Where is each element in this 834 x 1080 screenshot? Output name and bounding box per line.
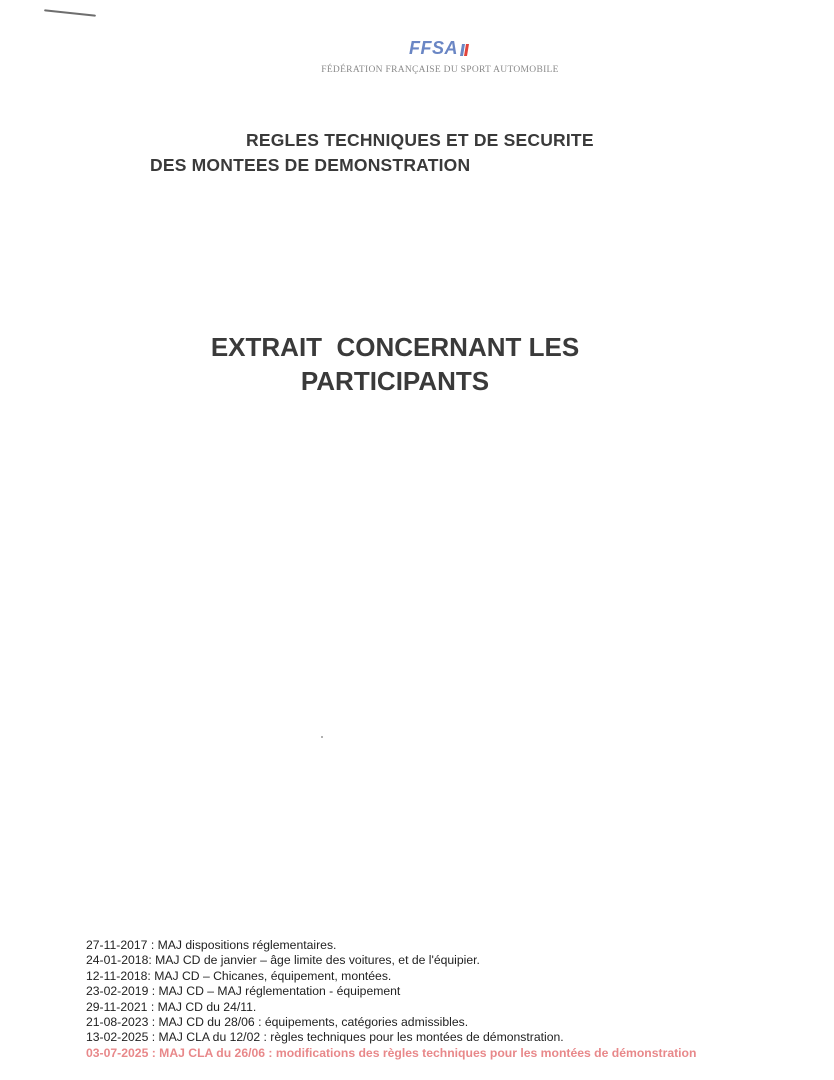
extract-heading [150,330,640,398]
history-entry: 24-01-2018: MAJ CD de janvier – âge limite des voitures, et de l'équipier. [86,953,480,968]
history-entry: 12-11-2018: MAJ CD – Chicanes, équipement, montées. [86,968,392,983]
scan-mark [44,9,96,16]
history-entry-latest: 03-07-2025 : MAJ CLA du 26/06 : modifications des règles techniques pour les montées de démonstration [86,1045,697,1060]
history-entry: 29-11-2021 : MAJ CD du 24/11. [86,999,257,1014]
flag-icon [459,43,471,57]
revision-history [86,938,696,1061]
document-title-line1: REGLES TECHNIQUES ET DE SECURITE [246,130,594,150]
ffsa-header [310,38,570,75]
federation-name: FÉDÉRATION FRANÇAISE DU SPORT AUTOMOBILE [321,65,559,75]
history-entry: 13-02-2025 : MAJ CLA du 12/02 : règles techniques pour les montées de démonstration. [86,1030,564,1045]
document-title-line2: DES MONTEES DE DEMONSTRATION [150,155,471,175]
extract-heading-line1: EXTRAIT CONCERNANT LES [210,332,580,362]
history-entry: 27-11-2017 : MAJ dispositions réglementaires. [86,938,337,952]
extract-heading-line2: PARTICIPANTS [300,366,490,396]
history-entry: 23-02-2019 : MAJ CD – MAJ réglementation - équipement [86,984,401,999]
ffsa-logo [409,38,471,58]
logo-text: FFSA [409,38,458,58]
scan-speck [321,736,323,738]
history-entry: 21-08-2023 : MAJ CD du 28/06 : équipements, catégories admissibles. [86,1015,469,1030]
